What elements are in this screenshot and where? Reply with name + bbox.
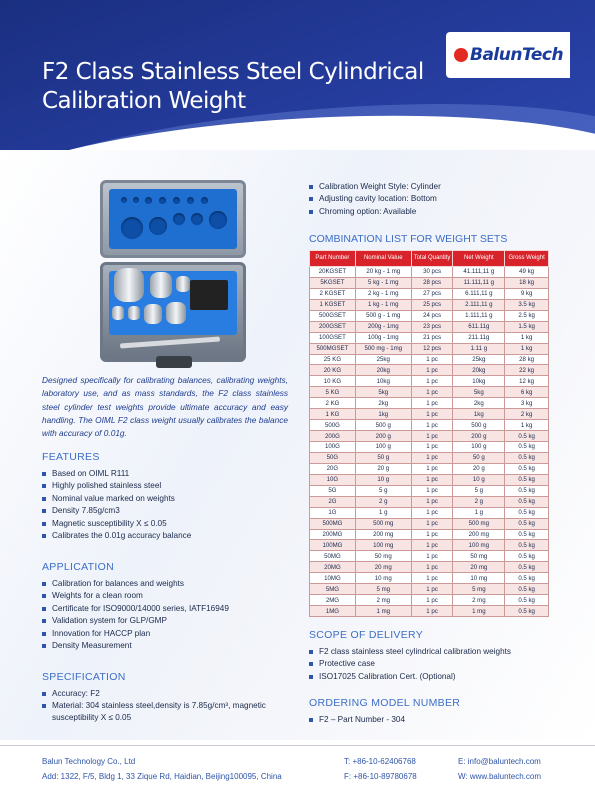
table-row [310,365,549,376]
table-cell: 10G [310,474,356,485]
table-cell: 6 kg [505,387,549,398]
table-cell: 200 mg [453,529,505,540]
table-cell: 1 kg - 1 mg [355,299,411,310]
table-cell: 1 pc [411,595,453,606]
table-cell: 1 pc [411,540,453,551]
table-cell: 50G [310,452,356,463]
table-cell: 1 pc [411,442,453,453]
table-cell: 30 pcs [411,267,453,278]
table-cell: 1 kg [505,420,549,431]
table-cell: 500GSET [310,310,356,321]
table-cell: 200 g [453,431,505,442]
table-cell: 5G [310,485,356,496]
column-header: Part Number [310,251,356,267]
features-list [42,468,191,542]
ordering-item: F2 – Part Number - 304 [309,714,405,726]
table-cell: 1 pc [411,562,453,573]
table-row [310,573,549,584]
application-item: Innovation for HACCP plan [42,628,229,640]
table-cell: 500 mg - 1mg [355,343,411,354]
table-row [310,584,549,595]
table-cell: 1 KG [310,409,356,420]
table-cell: 10kg [453,376,505,387]
style-list [309,181,441,218]
table-cell: 500 g [355,420,411,431]
table-row [310,485,549,496]
table-row [310,529,549,540]
table-cell: 21 pcs [411,332,453,343]
table-cell: 5 mg [453,584,505,595]
foam-hole [121,197,127,203]
table-cell: 1 pc [411,573,453,584]
table-cell: 1 pc [411,376,453,387]
table-cell: 2 KG [310,398,356,409]
table-cell: 10 mg [355,573,411,584]
table-cell: 6.111,11 g [453,288,505,299]
table-cell: 2 KGSET [310,288,356,299]
table-cell: 10 KG [310,376,356,387]
table-cell: 1.11 g [453,343,505,354]
weight-piece [114,268,144,302]
scope-item: F2 class stainless steel cylindrical calibration weights [309,646,511,658]
foam-hole [187,197,194,204]
table-cell: 12 kg [505,376,549,387]
ordering-list [309,714,405,726]
table-cell: 200 g [355,431,411,442]
table-cell: 1MG [310,606,356,617]
table-cell: 20kg [355,365,411,376]
intro-paragraph: Designed specifically for calibrating balances, calibrating weights, laboratory use, and as mass standards, the F2 class stainless steel cylinder test weights provide ultimate accuracy and easy handling. The OIML F2 class weight usually calibrates the balance with accuracy of 0.01g. [42,375,288,439]
table-cell: 5 KG [310,387,356,398]
feature-item: Nominal value marked on weights [42,493,191,505]
application-title: APPLICATION [42,561,114,573]
table-cell: 12 pcs [411,343,453,354]
table-cell: 5 mg [355,584,411,595]
footer-phone-block [344,754,417,784]
table-cell: 0.5 kg [505,562,549,573]
table-cell: 5 kg - 1 mg [355,277,411,288]
table-cell: 0.5 kg [505,551,549,562]
table-row [310,442,549,453]
table-cell: 18 kg [505,277,549,288]
table-cell: 500 mg [355,518,411,529]
table-cell: 3 kg [505,398,549,409]
column-header: Net Weight [453,251,505,267]
table-cell: 3.5 kg [505,299,549,310]
case-lid [100,180,246,258]
table-cell: 1 pc [411,354,453,365]
combination-title: COMBINATION LIST FOR WEIGHT SETS [309,233,508,245]
table-cell: 20 KG [310,365,356,376]
case-handle [156,356,192,368]
style-item: Adjusting cavity location: Bottom [309,193,441,205]
table-row [310,267,549,278]
table-cell: 200 mg [355,529,411,540]
footer-company: Balun Technology Co., Ltd [42,757,136,766]
table-row [310,409,549,420]
table-cell: 0.5 kg [505,485,549,496]
table-cell: 0.5 kg [505,507,549,518]
table-cell: 1 pc [411,420,453,431]
table-cell: 1G [310,507,356,518]
foam-hole [209,211,227,229]
table-cell: 20 g [453,463,505,474]
table-cell: 100 mg [453,540,505,551]
column-header: Total Quantity [411,251,453,267]
footer-fax: F: +86-10-89780678 [344,772,417,781]
table-cell: 5MG [310,584,356,595]
table-cell: 200G [310,431,356,442]
table-cell: 25 pcs [411,299,453,310]
table-cell: 50 mg [355,551,411,562]
table-cell: 5kg [453,387,505,398]
table-cell: 1 pc [411,365,453,376]
features-title: FEATURES [42,451,100,463]
table-cell: 500MG [310,518,356,529]
table-cell: 50 g [453,452,505,463]
table-cell: 1kg [453,409,505,420]
table-row [310,343,549,354]
table-cell: 2.111,11 g [453,299,505,310]
table-cell: 50 g [355,452,411,463]
feature-item: Highly polished stainless steel [42,480,191,492]
table-cell: 1 pc [411,463,453,474]
table-cell: 100MG [310,540,356,551]
feature-item: Based on OIML R111 [42,468,191,480]
table-cell: 9 kg [505,288,549,299]
table-cell: 22 kg [505,365,549,376]
table-cell: 0.5 kg [505,518,549,529]
table-cell: 1 pc [411,584,453,595]
table-cell: 1 kg [505,332,549,343]
foam-hole [149,217,167,235]
specification-item: Material: 304 stainless steel,density is 7.85g/cm³, magnetic susceptibility X ≤ 0.05 [42,700,292,723]
table-cell: 1.111,11 g [453,310,505,321]
application-list [42,578,229,652]
product-image [100,180,246,370]
logo-dot-icon [454,48,468,62]
table-cell: 1 pc [411,518,453,529]
table-cell: 28 kg [505,354,549,365]
table-cell: 10 g [355,474,411,485]
table-cell: 2 g [453,496,505,507]
table-cell: 10 mg [453,573,505,584]
table-cell: 100GSET [310,332,356,343]
table-cell: 500 g [453,420,505,431]
table-cell: 49 kg [505,267,549,278]
feature-item: Calibrates the 0.01g accuracy balance [42,530,191,542]
table-cell: 2G [310,496,356,507]
table-cell: 100g - 1mg [355,332,411,343]
column-header: Nominal Value [355,251,411,267]
table-cell: 0.5 kg [505,584,549,595]
table-cell: 25kg [355,354,411,365]
table-row [310,299,549,310]
table-cell: 10kg [355,376,411,387]
table-cell: 1 pc [411,507,453,518]
table-cell: 5KGSET [310,277,356,288]
footer-company-block [42,754,282,784]
weight-piece [144,304,162,324]
table-cell: 500 g - 1 mg [355,310,411,321]
table-cell: 41.111,11 g [453,267,505,278]
small-weight-box [190,280,228,310]
foam-hole [145,197,152,204]
table-cell: 500MGSET [310,343,356,354]
application-item: Weights for a clean room [42,590,229,602]
table-cell: 20 mg [453,562,505,573]
table-row [310,376,549,387]
table-cell: 20 mg [355,562,411,573]
table-cell: 2kg [355,398,411,409]
table-cell: 10MG [310,573,356,584]
table-cell: 1 g [355,507,411,518]
table-row [310,321,549,332]
table-row [310,310,549,321]
application-item: Certificate for ISO9000/14000 series, IATF16949 [42,603,229,615]
table-cell: 100 g [453,442,505,453]
feature-item: Density 7.85g/cm3 [42,505,191,517]
table-body [310,267,549,617]
table-cell: 2 kg [505,409,549,420]
table-row [310,507,549,518]
table-row [310,277,549,288]
column-header: Gross Weight [505,251,549,267]
lid-foam [109,189,237,249]
table-cell: 25 KG [310,354,356,365]
table-cell: 0.5 kg [505,595,549,606]
table-cell: 25kg [453,354,505,365]
table-cell: 1 g [453,507,505,518]
weight-piece [166,302,186,324]
table-cell: 200GSET [310,321,356,332]
table-cell: 1 pc [411,398,453,409]
table-row [310,387,549,398]
table-cell: 1 kg [505,343,549,354]
table-cell: 100 g [355,442,411,453]
table-cell: 211.11g [453,332,505,343]
foam-hole [201,197,208,204]
application-item: Density Measurement [42,640,229,652]
table-cell: 2 mg [355,595,411,606]
scope-title: SCOPE OF DELIVERY [309,629,424,641]
table-cell: 0.5 kg [505,540,549,551]
table-cell: 5 g [453,485,505,496]
title-line-1: F2 Class Stainless Steel Cylindrical [42,59,424,85]
table-cell: 0.5 kg [505,463,549,474]
table-cell: 10 g [453,474,505,485]
table-cell: 1 mg [453,606,505,617]
style-item: Calibration Weight Style: Cylinder [309,181,441,193]
table-row [310,496,549,507]
table-cell: 1 mg [355,606,411,617]
table-cell: 0.5 kg [505,431,549,442]
table-row [310,463,549,474]
table-row [310,551,549,562]
table-cell: 2 mg [453,595,505,606]
footer-email[interactable]: E: info@baluntech.com [458,757,541,766]
table-cell: 0.5 kg [505,606,549,617]
table-row [310,420,549,431]
table-row [310,288,549,299]
table-cell: 0.5 kg [505,442,549,453]
foam-hole [133,197,139,203]
table-cell: 2.5 kg [505,310,549,321]
foam-hole [173,213,185,225]
ordering-title: ORDERING MODEL NUMBER [309,697,461,709]
scope-item: ISO17025 Calibration Cert. (Optional) [309,671,511,683]
table-cell: 0.5 kg [505,452,549,463]
table-cell: 2MG [310,595,356,606]
page-footer [0,745,595,807]
table-cell: 50 mg [453,551,505,562]
footer-website[interactable]: W: www.baluntech.com [458,772,541,781]
table-cell: 11.111,11 g [453,277,505,288]
footer-tel: T: +86-10-62406768 [344,757,416,766]
footer-address: Add: 1322, F/5, Bldg 1, 33 Zique Rd, Haidian, Beijing100095, China [42,772,282,781]
scope-list [309,646,511,683]
table-cell: 100G [310,442,356,453]
table-cell: 2 g [355,496,411,507]
table-cell: 200MG [310,529,356,540]
table-cell: 500G [310,420,356,431]
table-header-row [310,251,549,267]
table-cell: 20MG [310,562,356,573]
weight-piece [176,276,190,292]
foam-hole [173,197,180,204]
table-cell: 20 kg - 1 mg [355,267,411,278]
table-cell: 1 pc [411,452,453,463]
table-row [310,595,549,606]
logo-text: BalunTech [470,45,564,65]
table-cell: 1 pc [411,431,453,442]
table-cell: 2kg [453,398,505,409]
table-cell: 1 pc [411,387,453,398]
table-cell: 1 pc [411,606,453,617]
table-row [310,452,549,463]
specification-list [42,688,292,723]
table-cell: 0.5 kg [505,474,549,485]
table-row [310,518,549,529]
title-line-2: Calibration Weight [42,88,246,114]
table-cell: 0.5 kg [505,496,549,507]
table-cell: 0.5 kg [505,529,549,540]
table-row [310,606,549,617]
table-cell: 100 mg [355,540,411,551]
table-cell: 28 pcs [411,277,453,288]
table-cell: 23 pcs [411,321,453,332]
table-cell: 1 pc [411,485,453,496]
table-row [310,474,549,485]
table-cell: 1 pc [411,529,453,540]
table-cell: 20 g [355,463,411,474]
table-cell: 27 pcs [411,288,453,299]
table-row [310,431,549,442]
table-cell: 200g - 1mg [355,321,411,332]
table-cell: 20kg [453,365,505,376]
table-cell: 5kg [355,387,411,398]
table-row [310,354,549,365]
table-row [310,562,549,573]
table-cell: 20KGSET [310,267,356,278]
table-cell: 1 pc [411,496,453,507]
table-cell: 1 pc [411,409,453,420]
table-cell: 20G [310,463,356,474]
table-cell: 1 pc [411,474,453,485]
weight-piece [112,306,124,320]
table-cell: 1 pc [411,551,453,562]
table-cell: 611.11g [453,321,505,332]
feature-item: Magnetic susceptibility X ≤ 0.05 [42,518,191,530]
table-cell: 500 mg [453,518,505,529]
scope-item: Protective case [309,658,511,670]
footer-web-block [458,754,541,784]
company-logo [446,32,570,78]
application-item: Validation system for GLP/GMP [42,615,229,627]
table-row [310,332,549,343]
specification-title: SPECIFICATION [42,671,126,683]
header-banner [0,0,595,160]
combination-table [309,250,549,617]
weight-piece [150,272,172,298]
weight-piece [128,306,140,320]
table-row [310,398,549,409]
table-cell: 5 g [355,485,411,496]
table-cell: 2 kg - 1 mg [355,288,411,299]
foam-hole [191,213,203,225]
style-item: Chroming option: Available [309,206,441,218]
table-cell: 1 KGSET [310,299,356,310]
page-title [42,58,424,116]
table-cell: 50MG [310,551,356,562]
specification-item: Accuracy: F2 [42,688,292,700]
table-cell: 1.5 kg [505,321,549,332]
table-cell: 24 pcs [411,310,453,321]
foam-hole [121,217,143,239]
table-row [310,540,549,551]
application-item: Calibration for balances and weights [42,578,229,590]
table-cell: 0.5 kg [505,573,549,584]
table-cell: 1kg [355,409,411,420]
foam-hole [159,197,166,204]
